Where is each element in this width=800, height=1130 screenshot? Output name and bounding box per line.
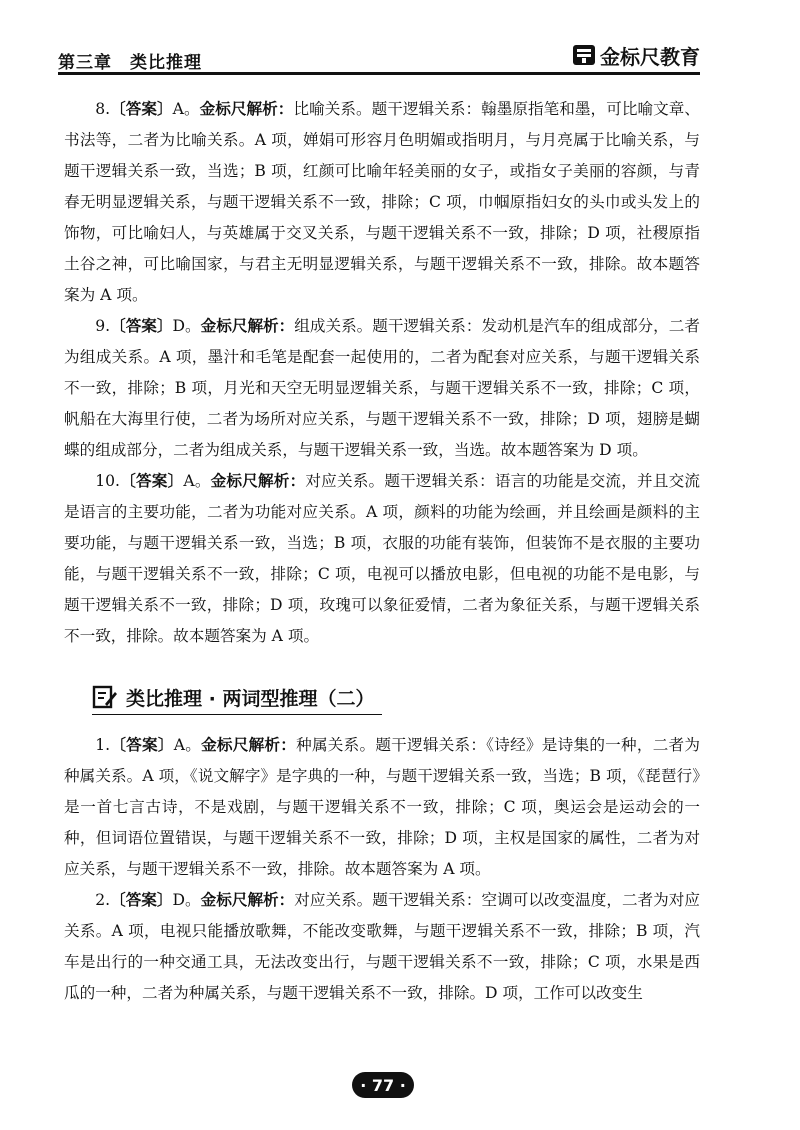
answer-item-8: 8.〔答案〕A。金标尺解析：比喻关系。题干逻辑关系：翰墨原指笔和墨，可比喻文章、书法等，二者为比喻关系。A 项，婵娟可形容月色明媚或指明月，与月亮属于比喻关系，与题干逻辑关系一致，当选；B 项，红颜可比喻年轻美丽的女子，或指女子美丽的容颜，与青春无明显逻辑关系，与题干逻辑关系不一致，排除；C 项，巾帼原指妇女的头巾或头发上的饰物，可比喻妇人，与英雄属于交叉关系，与题干逻辑关系不一致，排除；D 项，社稷原指土谷之神，可比喻国家，与君主无明显逻辑关系，与题干逻辑关系不一致，排除。故本题答案为 A 项。 [64, 100, 700, 304]
answer-item-2: 2.〔答案〕D。金标尺解析：对应关系。题干逻辑关系：空调可以改变温度，二者为对应关系。A 项，电视只能播放歌舞，不能改变歌舞，与题干逻辑关系不一致，排除；B 项，汽车是出行的一种交通工具，无法改变出行，与题干逻辑关系不一致，排除；C 项，水果是西瓜的一种，二者为种属关系，与题干逻辑关系不一致，排除。D 项，工作可以改变生 [64, 891, 700, 1002]
ruler-book-icon [572, 43, 596, 67]
chapter-title: 第三章 类比推理 [58, 53, 202, 73]
brand-name: 金标尺教育 [600, 44, 700, 69]
answer-item-9: 9.〔答案〕D。金标尺解析：组成关系。题干逻辑关系：发动机是汽车的组成部分，二者为组成关系。A 项，墨汁和毛笔是配套一起使用的，二者为配套对应关系，与题干逻辑关系不一致，排除；B 项，月光和天空无明显逻辑关系，与题干逻辑关系不一致，排除；C 项，帆船在大海里行使，二者为场所对应关系，与题干逻辑关系不一致，排除；D 项，翅膀是蝴蝶的组成部分，二者为组成关系，与题干逻辑关系一致，当选。故本题答案为 D 项。 [64, 317, 700, 459]
answers-block-2 [64, 730, 700, 1009]
answer-item-1: 1.〔答案〕A。金标尺解析：种属关系。题干逻辑关系：《诗经》是诗集的一种，二者为种属关系。A 项，《说文解字》是字典的一种，与题干逻辑关系一致，当选；B 项，《琵琶行》是一首七言古诗，不是戏剧，与题干逻辑关系不一致，排除；C 项，奥运会是运动会的一种，但词语位置错误，与题干逻辑关系不一致，排除；D 项，主权是国家的属性，二者为对应关系，与题干逻辑关系不一致，排除。故本题答案为 A 项。 [64, 736, 700, 878]
brand-logo [572, 42, 700, 68]
page-header [58, 42, 700, 75]
answers-block-1 [64, 94, 700, 652]
answer-item-10: 10.〔答案〕A。金标尺解析：对应关系。题干逻辑关系：语言的功能是交流，并且交流是语言的主要功能，二者为功能对应关系。A 项，颜料的功能为绘画，并且绘画是颜料的主要功能，与题干逻辑关系一致，当选；B 项，衣服的功能有装饰，但装饰不是衣服的主要功能，与题干逻辑关系不一致，排除；C 项，电视可以播放电影，但电视的功能不是电影，与题干逻辑关系不一致，排除；D 项，玫瑰可以象征爱情，二者为象征关系，与题干逻辑关系不一致，排除。故本题答案为 A 项。 [64, 472, 700, 645]
section-title: 类比推理 · 两词型推理（二） [126, 687, 375, 710]
section-heading [92, 680, 382, 715]
edit-note-icon [92, 684, 118, 710]
page-number: · 77 · [352, 1072, 414, 1098]
